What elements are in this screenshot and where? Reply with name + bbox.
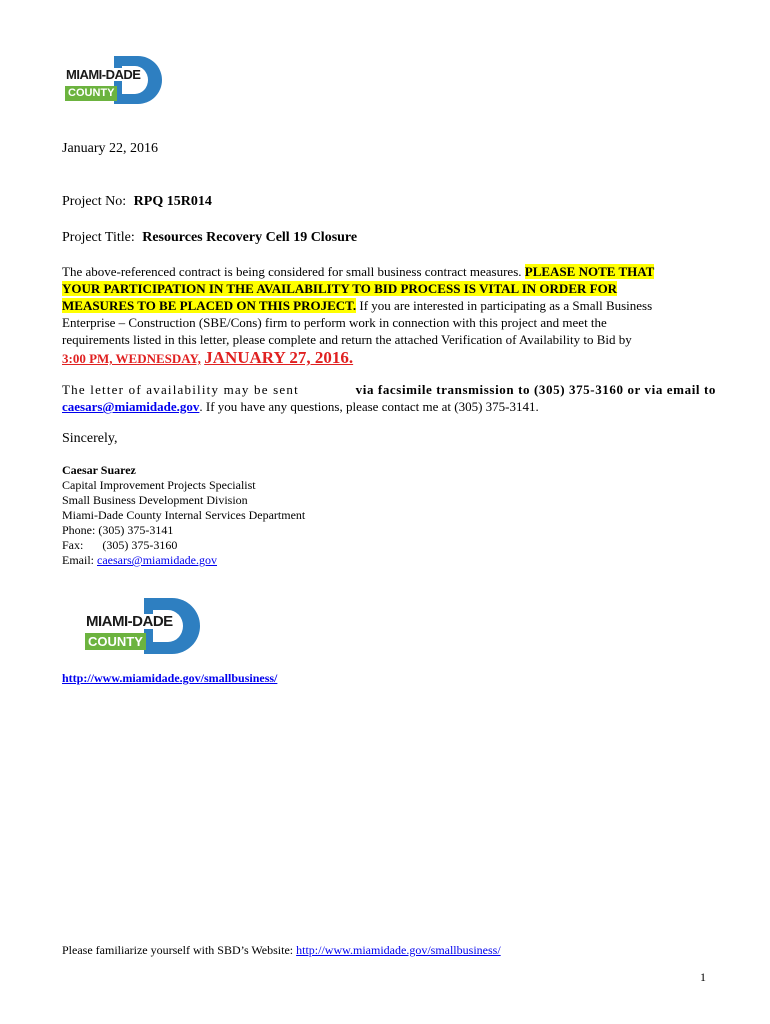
footer (62, 943, 501, 958)
footer-text: Please familiarize yourself with SBD’s Website: (62, 943, 294, 957)
signature-fax-label: Fax: (62, 538, 84, 552)
paragraph-submission (62, 381, 716, 415)
website-link-line (62, 671, 277, 686)
signature-name: Caesar Suarez (62, 463, 136, 477)
miami-dade-logo (62, 56, 162, 104)
project-title-label: Project Title: (62, 230, 135, 245)
signature-fax: (305) 375-3160 (102, 538, 178, 552)
miami-dade-logo-2 (82, 598, 200, 654)
project-number-label: Project No: (62, 194, 127, 209)
signature-division: Small Business Development Division (62, 493, 248, 507)
para2-suffix: . If you have any questions, please contact me at (305) 375-3141. (199, 399, 539, 414)
para1-rest-1: If you are interested in participating as a Small Business (359, 298, 653, 313)
para2-bold: via facsimile transmission to (305) 375-3160 or via email to (355, 382, 716, 397)
website-link[interactable]: http://www.miamidade.gov/smallbusiness/ (62, 671, 278, 685)
page-number: 1 (700, 970, 706, 984)
logo-text-county: COUNTY (65, 86, 117, 101)
deadline-date: JANUARY 27, 2016. (204, 348, 354, 367)
logo2-text-miami-dade: MIAMI-DADE (86, 613, 173, 630)
para1-highlight-2: YOUR PARTICIPATION IN THE AVAILABILITY TO BID PROCESS IS VITAL IN ORDER FOR (62, 281, 618, 296)
para2-prefix: The letter of availability may be sent (62, 382, 299, 397)
project-number-value: RPQ 15R014 (133, 194, 212, 209)
signature-email-label: Email: (62, 553, 94, 567)
para1-highlight-3: MEASURES TO BE PLACED ON THIS PROJECT. (62, 298, 357, 313)
closing: Sincerely, (62, 431, 118, 446)
signature-block (62, 463, 305, 568)
para1-intro: The above-referenced contract is being considered for small business contract measures. (62, 264, 522, 279)
project-title (62, 229, 357, 246)
signature-email-link[interactable]: caesars@miamidade.gov (97, 553, 218, 567)
para1-highlight-1: PLEASE NOTE THAT (524, 264, 655, 279)
signature-title: Capital Improvement Projects Specialist (62, 478, 256, 492)
paragraph-contract-notice (62, 263, 722, 367)
project-title-value: Resources Recovery Cell 19 Closure (142, 230, 358, 245)
project-number (62, 193, 212, 210)
email-link[interactable]: caesars@miamidade.gov (62, 399, 200, 414)
signature-department: Miami-Dade County Internal Services Department (62, 508, 306, 522)
footer-link[interactable]: http://www.miamidade.gov/smallbusiness/ (296, 943, 501, 957)
para1-rest-3: requirements listed in this letter, please complete and return the attached Verification of Availability to Bid by (62, 332, 632, 347)
logo-text-miami-dade: MIAMI-DADE (66, 67, 141, 82)
deadline-time: 3:00 PM, WEDNESDAY, (62, 351, 201, 366)
logo2-text-county: COUNTY (85, 633, 146, 650)
signature-phone: Phone: (305) 375-3141 (62, 523, 174, 537)
para1-rest-2: Enterprise – Construction (SBE/Cons) firm to perform work in connection with this project and meet the (62, 315, 607, 330)
letter-date: January 22, 2016 (62, 141, 159, 156)
